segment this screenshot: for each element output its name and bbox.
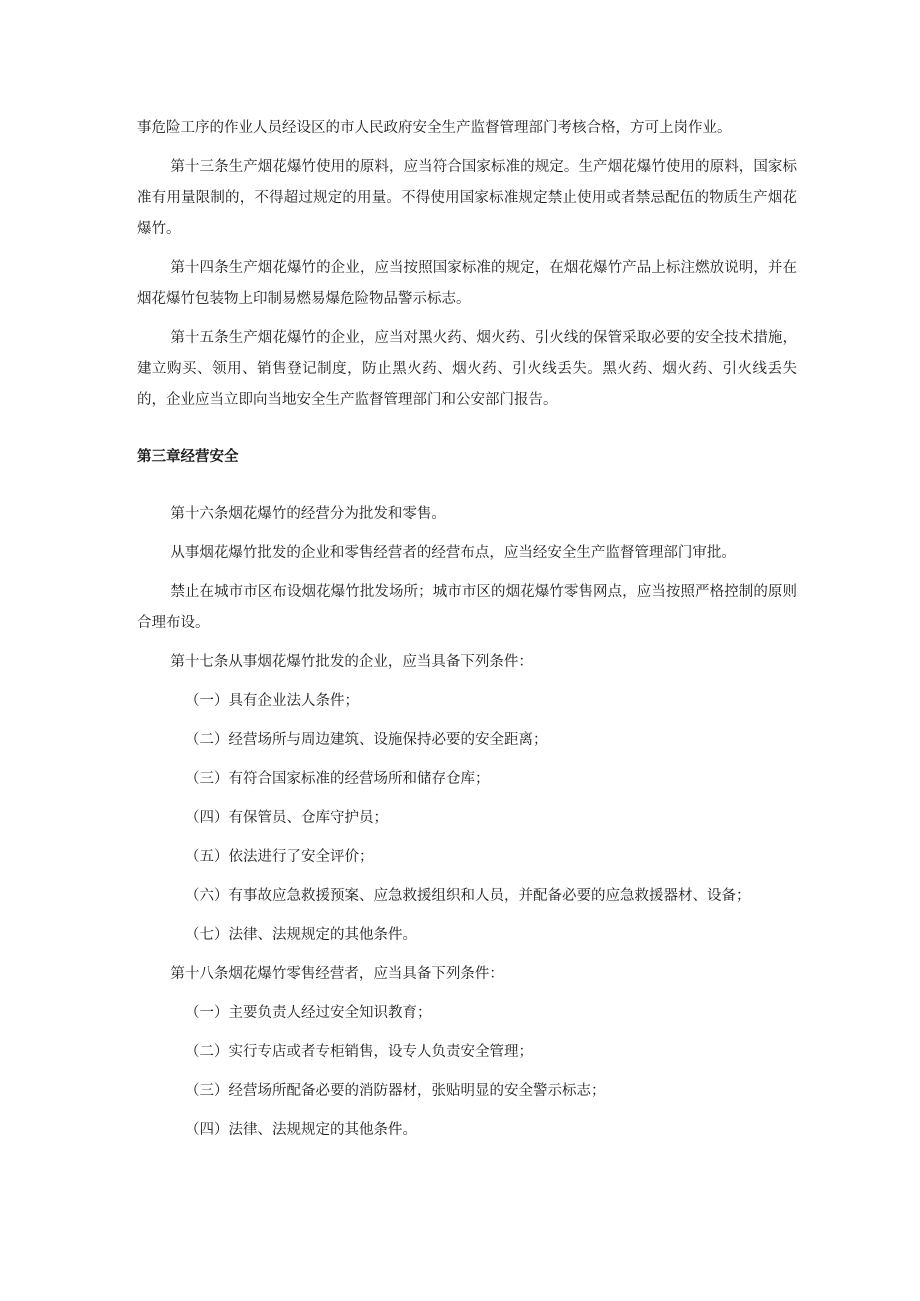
article-17-item: （二）经营场所与周边建筑、设施保持必要的安全距离； bbox=[185, 732, 548, 748]
article-15: 第十五条生产烟花爆竹的企业，应当对黑火药、烟火药、引火线的保管采取必要的安全技术措施，建立购买、领用、销售登记制度，防止黑火药、烟火药、引火线丢失。黑火药、烟火药、引火线丢失的，企业应当立即向当地安全生产监督管理部门和公安部门报告。 bbox=[137, 330, 797, 408]
article-17-item: （三）有符合国家标准的经营场所和储存仓库； bbox=[185, 771, 490, 787]
article-18-item: （三）经营场所配备必要的消防器材，张贴明显的安全警示标志； bbox=[185, 1083, 606, 1099]
article-17-item: （六）有事故应急救援预案、应急救援组织和人员，并配备必要的应急救援器材、设备； bbox=[185, 888, 751, 904]
article-17-item: （四）有保管员、仓库守护员； bbox=[185, 810, 388, 826]
article-18-intro: 第十八条烟花爆竹零售经营者，应当具备下列条件： bbox=[170, 966, 504, 982]
article-17-intro: 第十七条从事烟花爆竹批发的企业，应当具备下列条件： bbox=[170, 654, 533, 670]
paragraph-continuation: 事危险工序的作业人员经设区的市人民政府安全生产监督管理部门考核合格，方可上岗作业。 bbox=[137, 120, 732, 136]
article-17-item: （五）依法进行了安全评价； bbox=[185, 849, 374, 865]
article-18-item: （二）实行专店或者专柜销售，设专人负责安全管理； bbox=[185, 1044, 533, 1060]
article-16: 第十六条烟花爆竹的经营分为批发和零售。 bbox=[170, 506, 446, 522]
article-13: 第十三条生产烟花爆竹使用的原料，应当符合国家标准的规定。生产烟花爆竹使用的原料，国家标准有用量限制的，不得超过规定的用量。不得使用国家标准规定禁止使用或者禁忌配伍的物质生产烟花爆竹。 bbox=[137, 159, 797, 237]
article-17-item: （七）法律、法规规定的其他条件。 bbox=[185, 927, 417, 943]
article-16-para-2: 从事烟花爆竹批发的企业和零售经营者的经营布点，应当经安全生产监督管理部门审批。 bbox=[170, 545, 736, 561]
document-body bbox=[137, 113, 797, 1146]
article-18-item: （四）法律、法规规定的其他条件。 bbox=[185, 1122, 417, 1138]
article-14: 第十四条生产烟花爆竹的企业，应当按照国家标准的规定，在烟花爆竹产品上标注燃放说明，并在烟花爆竹包装物上印制易燃易爆危险物品警示标志。 bbox=[137, 260, 797, 307]
chapter-heading: 第三章经营安全 bbox=[137, 449, 239, 465]
article-16-para-3: 禁止在城市市区布设烟花爆竹批发场所；城市市区的烟花爆竹零售网点，应当按照严格控制的原则合理布设。 bbox=[137, 584, 797, 631]
article-17-item: （一）具有企业法人条件； bbox=[185, 693, 359, 709]
article-18-item: （一）主要负责人经过安全知识教育； bbox=[185, 1005, 432, 1021]
